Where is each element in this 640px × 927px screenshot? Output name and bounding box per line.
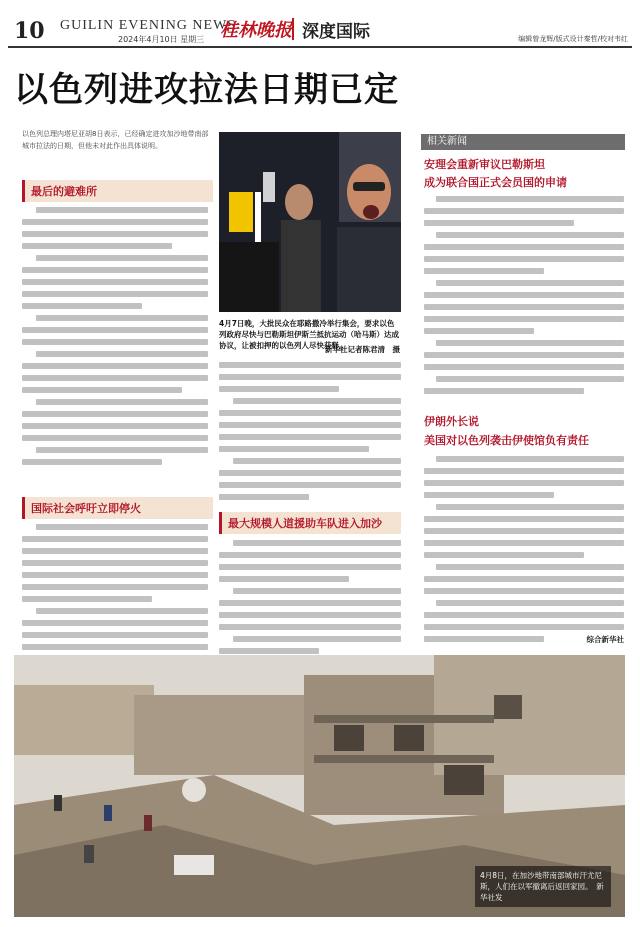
story2-title-line2: 美国对以色列袭击伊使馆负有责任: [424, 434, 589, 447]
rally-photo-caption: 4月7日晚，大批民众在耶路撒冷举行集会，要求以色列政府尽快与巴勒斯坦伊斯兰抵抗运动（哈马斯）达成协议，让被扣押的以色列人尽快获释。: [219, 319, 399, 350]
issue-date: 2024年4月10日 星期三: [118, 35, 205, 44]
newspaper-logo: 桂林晚报: [220, 20, 292, 41]
subhead-international-ceasefire: [22, 497, 213, 519]
rally-photo-credit: 新华社记者陈君清 摄: [325, 345, 400, 354]
subhead-label: 国际社会呼吁立即停火: [31, 502, 141, 515]
rally-photo-illustration: [219, 132, 401, 312]
subhead-last-refuge: [22, 180, 213, 202]
khan-younis-ruins-photo: [14, 655, 625, 917]
page-number: 10: [14, 18, 45, 44]
intro-paragraph: 以色列总理内塔尼亚胡8日表示，已经确定进攻加沙地带南部城市拉法的日期，但他未对此作出具体说明。: [22, 130, 209, 150]
story2-title-line1: 伊朗外长说: [424, 415, 479, 428]
header-rule: [8, 46, 632, 48]
rally-photo: [219, 132, 401, 312]
story2-byline: 综合新华社: [586, 635, 624, 644]
related-news-tag: 相关新闻: [421, 134, 625, 150]
main-headline: 以色列进攻拉法日期已定: [14, 70, 399, 110]
ruins-photo-caption: 4月8日，在加沙地带南部城市汗尤尼斯，人们在以军撤离后返回家园。 新华社发: [475, 866, 611, 907]
subhead-label: 最后的避难所: [31, 185, 97, 198]
section-title: 深度国际: [302, 22, 370, 42]
story1-title-line1: 安理会重新审议巴勒斯坦: [424, 158, 545, 171]
editor-credits: 编辑曾龙辉/版式设计秦哲/校对韦红: [518, 35, 628, 43]
newspaper-english-name: GUILIN EVENING NEWS: [60, 18, 237, 33]
header-separator: [292, 18, 294, 40]
story1-title-line2: 成为联合国正式会员国的申请: [424, 176, 567, 189]
subhead-aid-convoy: 最大规模人道援助车队进入加沙: [219, 512, 401, 534]
